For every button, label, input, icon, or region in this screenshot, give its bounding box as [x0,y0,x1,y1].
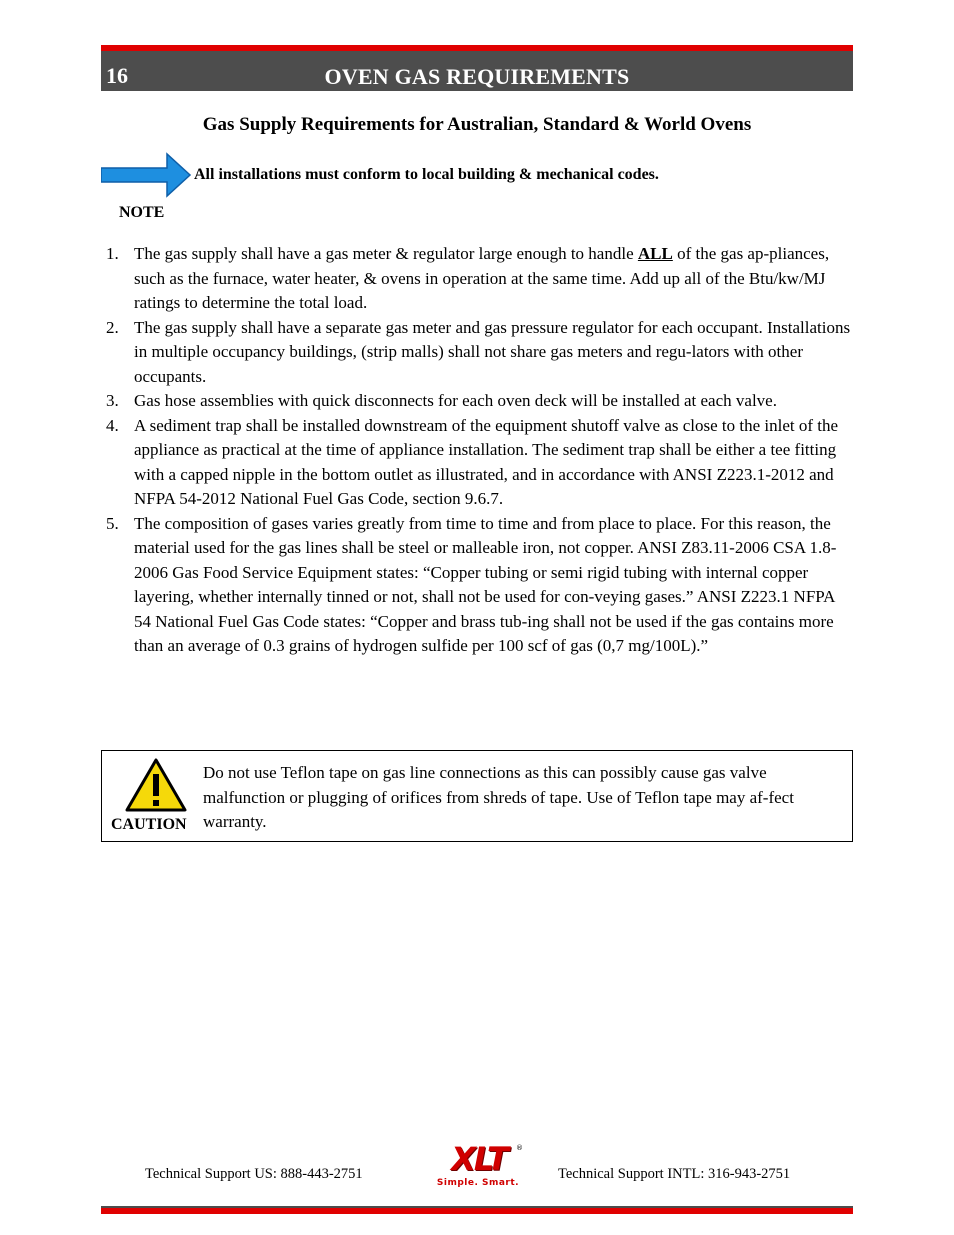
list-item-text: A sediment trap shall be installed downstream of the equipment shutoff valve as close to the inlet of the appliance as practical at the time of appliance installation. The sediment trap shall be either a tee fitting with a capped nipple in the bottom outlet as illustrated, and in accordance with ANSI Z223.1-2012 and NFPA 54-2012 National Fuel Gas Code, section 9.6.7. [134,415,839,508]
support-us-phone: Technical Support US: 888-443-2751 [145,1166,363,1182]
xlt-logo [428,1140,524,1192]
list-item [106,414,851,512]
list-item-text: The gas supply shall have a separate gas meter and gas pressure regulator for each occupant. Installations in multiple occupancy buildings, (strip malls) shall not share gas meters and regu-lators with other occupants. [134,317,851,386]
list-item-number: 5. [106,513,119,533]
page-number: 16 [106,63,128,88]
list-item-number: 2. [106,317,119,337]
section-subtitle: Gas Supply Requirements for Australian, Standard & World Ovens [202,114,752,135]
list-item-number: 4. [106,415,119,435]
logo-registered-mark: ® [516,1144,523,1152]
warning-triangle-icon [124,757,188,813]
list-item-number: 1. [106,244,119,263]
list-item-text: The gas supply shall have a gas meter & regulator large enough to handle [134,244,638,263]
footer-bar [101,1206,853,1214]
list-item-number: 3. [106,391,119,410]
note-text: All installations must conform to local building & mechanical codes. [194,166,659,183]
page-title: OVEN GAS REQUIREMENTS [324,64,630,89]
caution-text: Do not use Teflon tape on gas line connections as this can possibly cause gas valve malfunction or plugging of orifices from shreds of tape. Use of Teflon tape may af-fect warranty. [203,763,794,831]
note-label: NOTE [119,204,165,221]
list-item-text: Gas hose assemblies with quick disconnects for each oven deck will be installed at each valve. [134,391,777,410]
blue-arrow-icon [101,152,193,198]
support-intl-phone: Technical Support INTL: 316-943-2751 [558,1166,791,1182]
requirements-list [106,242,851,659]
page-header [101,45,853,91]
list-item-text: The composition of gases varies greatly from time to time and from place to place. For this reason, the material used for the gas lines shall be steel or malleable iron, not copper. ANSI Z83.11-2006 CSA 1.8-2006 Gas Food Service Equipment states: “Copper tubing or semi rigid tubing with internal copper layering, whether internally tinned or not, shall not be used for con-veying gases.” ANSI Z223.1 NFPA 54 National Fuel Gas Code states: “Copper and brass tub-ing shall not be used if the gas contains more than an average of 0.3 grains of hydrogen sulfide per 100 scf of gas (0,7 mg/100L).” [134,513,837,655]
list-item [106,512,851,659]
emphasis-all: ALL [637,244,673,263]
caution-box [101,750,853,842]
list-item [106,389,851,414]
list-item [106,242,851,316]
caution-label: CAUTION [111,816,187,833]
list-item [106,316,851,390]
logo-text: XLT [451,1140,507,1178]
logo-tagline: Simple. Smart. [436,1178,520,1188]
list-item-text-cont: of the gas ap-pliances, such as the furnace, water heater, & ovens in operation at the same time. Add up all of the Btu/kw/MJ ratings to determine the total load. [134,244,830,312]
